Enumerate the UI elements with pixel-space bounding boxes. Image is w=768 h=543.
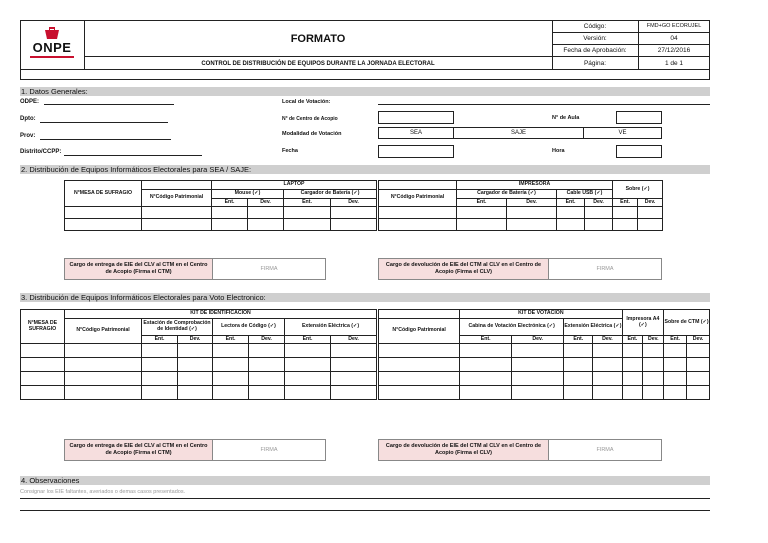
- odpe-line[interactable]: [44, 104, 174, 105]
- col-mouse: Mouse (✓): [212, 190, 284, 199]
- meta-date-value: 27/12/2016: [657, 46, 691, 54]
- dpto-label: Dpto:: [20, 116, 36, 122]
- col-extension: Extensión Eléctrica (✓): [285, 319, 377, 336]
- ent-label: Ent.: [284, 199, 331, 207]
- header-spacer-row: [20, 70, 710, 80]
- dpto-line[interactable]: [40, 122, 168, 123]
- ent-label: Ent.: [622, 336, 643, 344]
- ent-label: Ent.: [457, 199, 507, 207]
- ent-label: Ent.: [460, 336, 512, 344]
- table-row: [379, 358, 710, 372]
- mod-saje-box[interactable]: SAJE: [454, 127, 584, 139]
- hora-box[interactable]: [616, 145, 662, 158]
- page-subtitle: CONTROL DE DISTRIBUCIÓN DE EQUIPOS DURANTE LA JORNADA ELECTORAL: [201, 60, 435, 67]
- col-cable-usb: Cable USB (✓): [557, 190, 613, 199]
- ve-kit-identificacion-table: [20, 309, 377, 400]
- page-title: FORMATO: [290, 33, 346, 45]
- dev-label: Dev.: [512, 336, 564, 344]
- col-cargador-imp: Cargador de Batería (✓): [457, 190, 557, 199]
- col-cod-patrimonial-imp: N°Código Patrimonial: [379, 190, 457, 207]
- ent-label: Ent.: [564, 336, 593, 344]
- col-extension2: Extensión Eléctrica (✓): [564, 319, 622, 336]
- sea-laptop-table: [64, 180, 377, 231]
- section-3-title: 3. Distribución de Equipos Informáticos Electorales para Voto Electronico:: [20, 293, 710, 302]
- meta-page-value: 1 de 1: [664, 59, 684, 67]
- section-4-title: 4. Observaciones: [20, 476, 710, 485]
- col-kit-voto: KIT DE VOTACIÓN: [460, 310, 622, 319]
- col-cod-patrimonial-kv: N°Código Patrimonial: [379, 319, 460, 344]
- cargo-devolucion-label: Cargo de devolución de EIE del CTM al CLV en el Centro de Acopio (Firma el CLV): [379, 440, 549, 460]
- observaciones-line-2[interactable]: [20, 510, 710, 511]
- meta-page-label: Página:: [583, 59, 607, 67]
- col-cargador: Cargador de Batería (✓): [284, 190, 377, 199]
- firma-field[interactable]: FIRMA: [260, 266, 278, 272]
- dev-label: Dev.: [687, 336, 710, 344]
- table-row: [65, 219, 377, 231]
- dev-label: Dev.: [248, 199, 284, 207]
- meta-date-label: Fecha de Aprobación:: [563, 46, 627, 54]
- dev-label: Dev.: [585, 199, 613, 207]
- dev-label: Dev.: [507, 199, 557, 207]
- col-laptop: LAPTOP: [212, 181, 377, 190]
- meta-version-value: 04: [670, 34, 678, 42]
- ve-cargo-entrega: [64, 439, 326, 461]
- col-cod-patrimonial: N°Código Patrimonial: [142, 190, 212, 207]
- ent-label: Ent.: [664, 336, 687, 344]
- observaciones-line-1[interactable]: [20, 498, 710, 499]
- ent-label: Ent.: [557, 199, 585, 207]
- mod-sea-box[interactable]: SEA: [378, 127, 454, 139]
- section-2-title: 2. Distribución de Equipos Informáticos Electorales para SEA / SAJE:: [20, 165, 710, 174]
- distrito-label: Distrito/CCPP:: [20, 149, 62, 155]
- firma-field[interactable]: FIRMA: [260, 447, 278, 453]
- dev-label: Dev.: [178, 336, 213, 344]
- table-row: [21, 344, 377, 358]
- col-cod-patrimonial-ve: N°Código Patrimonial: [65, 319, 142, 344]
- centro-label: N° de Centro de Acopio: [282, 116, 338, 122]
- table-row: [379, 207, 663, 219]
- table-row: [21, 372, 377, 386]
- dev-label: Dev.: [643, 336, 664, 344]
- observaciones-hint: Consignar los EIE faltantes, averiados o demas casos presentados.: [20, 489, 186, 495]
- table-row: [21, 358, 377, 372]
- sea-impresora-table: [378, 180, 663, 231]
- centro-box[interactable]: [378, 111, 454, 124]
- col-lectora: Lectora de Código (✓): [213, 319, 285, 336]
- section-1-title: 1. Datos Generales:: [20, 87, 710, 96]
- col-cabina: Cabina de Votación Electrónica (✓): [460, 319, 564, 336]
- local-label: Local de Votación:: [282, 99, 331, 105]
- dev-label: Dev.: [331, 199, 377, 207]
- meta-code-label: Código:: [583, 22, 607, 30]
- ve-cargo-devolucion: [378, 439, 662, 461]
- ent-label: Ent.: [213, 336, 249, 344]
- hora-label: Hora: [552, 148, 565, 154]
- cargo-devolucion-label: Cargo de devolución de EIE del CTM al CLV en el Centro de Acopio (Firma el CLV): [379, 259, 549, 279]
- col-estacion: Estación de Comprobación de Identidad (✓): [142, 319, 213, 336]
- table-row: [379, 344, 710, 358]
- col-kit-id: KIT DE IDENTIFICACIÓN: [65, 310, 377, 319]
- aula-label: N° de Aula: [552, 115, 580, 121]
- mod-ve-box[interactable]: VE: [584, 127, 662, 139]
- col-impresora: IMPRESORA: [457, 181, 613, 190]
- modalidad-label: Modalidad de Votación: [282, 131, 342, 137]
- sea-cargo-devolucion: [378, 258, 662, 280]
- cargo-entrega-label: Cargo de entrega de EIE del CLV al CTM en el Centro de Acopio (Firma el CTM): [65, 440, 213, 460]
- ballot-box-icon: [42, 26, 62, 40]
- dev-label: Dev.: [593, 336, 622, 344]
- ent-label: Ent.: [285, 336, 331, 344]
- ent-label: Ent.: [142, 336, 178, 344]
- logo-text: ONPE: [32, 40, 72, 55]
- distrito-line[interactable]: [64, 155, 202, 156]
- fecha-label: Fecha: [282, 148, 298, 154]
- meta-code-value: FMD+GO ECORUJEL: [646, 23, 702, 29]
- dev-label: Dev.: [331, 336, 377, 344]
- table-row: [379, 372, 710, 386]
- ent-label: Ent.: [212, 199, 248, 207]
- table-row: [379, 386, 710, 400]
- col-impresora-a4: Impresora A4 (✓): [622, 310, 664, 336]
- table-row: [379, 219, 663, 231]
- dev-label: Dev.: [638, 199, 663, 207]
- cargo-entrega-label: Cargo de entrega de EIE del CLV al CTM en el Centro de Acopio (Firma el CTM): [65, 259, 213, 279]
- fecha-box[interactable]: [378, 145, 454, 158]
- aula-box[interactable]: [616, 111, 662, 124]
- odpe-label: ODPE:: [20, 99, 40, 105]
- logo-underline: [30, 56, 74, 58]
- col-mesa-ve: N°MESA DE SUFRAGIO: [21, 310, 65, 344]
- col-sobre: Sobre (✓): [613, 181, 663, 199]
- sea-cargo-entrega: [64, 258, 326, 280]
- local-line[interactable]: [378, 104, 710, 105]
- prov-line[interactable]: [40, 139, 171, 140]
- table-row: [65, 207, 377, 219]
- meta-version-label: Versión:: [583, 34, 607, 42]
- firma-field[interactable]: FIRMA: [596, 447, 614, 453]
- ent-label: Ent.: [613, 199, 638, 207]
- firma-field[interactable]: FIRMA: [596, 266, 614, 272]
- col-mesa: N°MESA DE SUFRAGIO: [65, 181, 142, 207]
- dev-label: Dev.: [249, 336, 285, 344]
- table-row: [21, 386, 377, 400]
- col-sobre-ctm: Sobre de CTM (✓): [664, 310, 710, 336]
- onpe-logo: [24, 24, 80, 66]
- ve-kit-votacion-table: [378, 309, 710, 400]
- prov-label: Prov:: [20, 133, 36, 139]
